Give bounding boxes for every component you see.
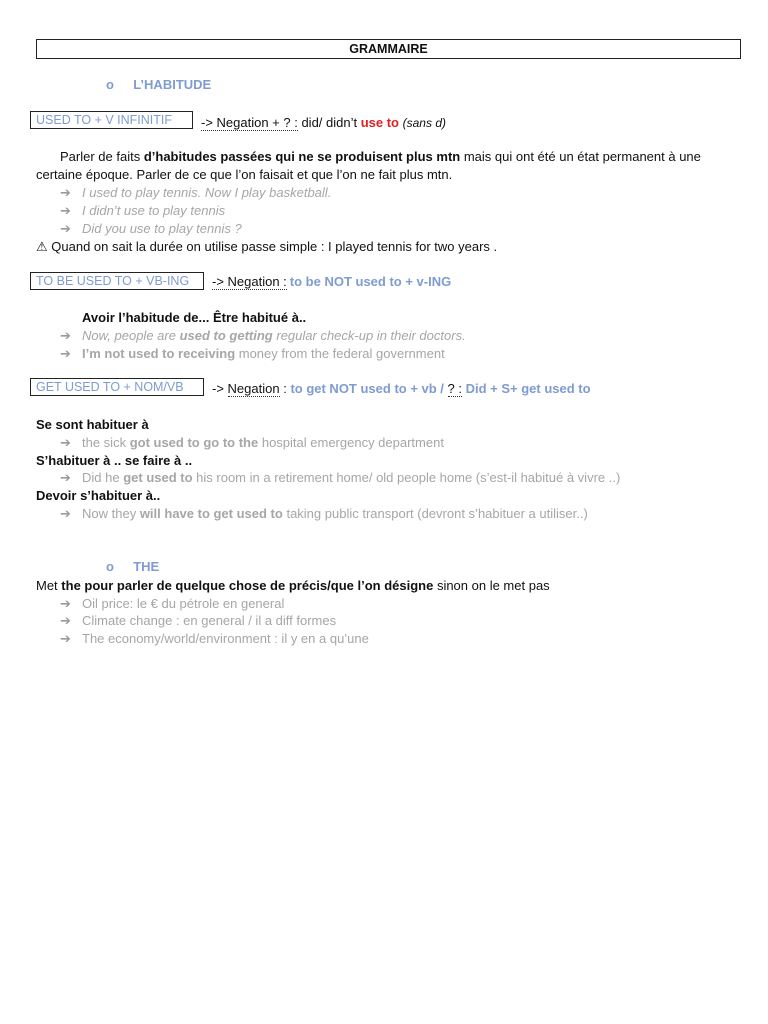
subheading-s-habituer: S’habituer à .. se faire à .. bbox=[36, 453, 193, 468]
rule-box-to-be-used-to: TO BE USED TO + VB-ING bbox=[30, 272, 204, 290]
negation-prefix: -> Negation : bbox=[212, 274, 287, 289]
paragraph-habitudes bbox=[36, 148, 726, 184]
subheading-devoir-s-habituer: Devoir s’habituer à.. bbox=[36, 488, 161, 503]
negation-line-1 bbox=[201, 114, 446, 132]
negation-blue: to be NOT used to + v-ING bbox=[289, 274, 452, 289]
example-text: hospital emergency department bbox=[258, 435, 444, 450]
warning-text: Quand on sait la durée on utilise passe simple : I played tennis for two years . bbox=[51, 239, 498, 254]
example-text: Now, people are bbox=[82, 328, 180, 343]
list-item bbox=[60, 612, 336, 629]
section-heading-the bbox=[106, 558, 159, 575]
warning-line bbox=[36, 238, 497, 255]
rule-box-get-used-to: GET USED TO + NOM/VB bbox=[30, 378, 204, 396]
list-item bbox=[60, 630, 369, 647]
list-item bbox=[60, 202, 225, 219]
list-item bbox=[60, 595, 284, 612]
para-bold: the pour parler de quelque chose de précis/que l’on désigne bbox=[61, 578, 434, 593]
rule-box-used-to: USED TO + V INFINITIF bbox=[30, 111, 193, 129]
arrow-icon: ➔ bbox=[60, 596, 71, 611]
example-bold: got used to go to the bbox=[129, 435, 259, 450]
subheading-se-sont-habituer: Se sont habituer à bbox=[36, 417, 149, 432]
negation-blue: to get NOT used to + vb / bbox=[290, 381, 448, 396]
example-text: Did he bbox=[82, 470, 124, 485]
negation-text: did/ didn’t bbox=[297, 115, 361, 130]
list-item bbox=[60, 327, 466, 344]
para-text: Met bbox=[36, 578, 62, 593]
arrow-icon: ➔ bbox=[60, 613, 71, 628]
subheading-avoir-habitude: Avoir l’habitude de... Être habitué à.. bbox=[82, 310, 307, 325]
example-bold: get used to bbox=[123, 470, 193, 485]
arrow-icon: ➔ bbox=[60, 470, 71, 485]
negation-red: use to bbox=[360, 115, 400, 130]
example-text: Now they bbox=[82, 506, 140, 521]
example-text: The economy/world/environment : il y en a qu’une bbox=[82, 631, 369, 646]
arrow-icon: ➔ bbox=[60, 506, 71, 521]
paragraph-the bbox=[36, 577, 550, 594]
example-text: I didn’t use to play tennis bbox=[82, 203, 226, 218]
arrow-icon: ➔ bbox=[60, 631, 71, 646]
negation-prefix: -> Negation + ? : bbox=[201, 115, 298, 130]
example-text: money from the federal government bbox=[235, 346, 445, 361]
example-text: I used to play tennis. Now I play basketball. bbox=[82, 185, 332, 200]
heading-text: THE bbox=[133, 559, 160, 574]
para-bold: d’habitudes passées qui ne se produisent plus mtn bbox=[143, 149, 461, 164]
negation-question: ? : bbox=[447, 381, 462, 396]
example-text: taking public transport (devront s’habituer a utiliser..) bbox=[282, 506, 588, 521]
arrow-icon: ➔ bbox=[60, 328, 71, 343]
bullet-marker: o bbox=[106, 559, 114, 574]
list-item bbox=[60, 469, 620, 486]
section-heading-habitude bbox=[106, 76, 211, 93]
para-text: sinon on le met pas bbox=[433, 578, 550, 593]
list-item bbox=[60, 220, 242, 237]
example-bold: will have to get used to bbox=[139, 506, 283, 521]
page-title: GRAMMAIRE bbox=[36, 39, 741, 59]
example-text: Did you use to play tennis ? bbox=[82, 221, 242, 236]
negation-blue: Did + S+ get used to bbox=[462, 381, 591, 396]
negation-word: Negation bbox=[227, 381, 280, 396]
negation-line-2 bbox=[212, 273, 451, 290]
arrow-icon: ➔ bbox=[60, 185, 71, 200]
list-item bbox=[60, 434, 444, 451]
example-bold: I’m not used to receiving bbox=[82, 346, 236, 361]
heading-text: L’HABITUDE bbox=[133, 77, 212, 92]
example-text: regular check-up in their doctors. bbox=[272, 328, 466, 343]
para-text: mais qui ont été un état permanent à une certaine époque. Parler de ce que l’on faisait et que l’on ne fait plus mtn. bbox=[36, 149, 701, 182]
arrow-icon: ➔ bbox=[60, 435, 71, 450]
arrow-icon: ➔ bbox=[60, 221, 71, 236]
example-text: Oil price: le € du pétrole en general bbox=[82, 596, 285, 611]
list-item bbox=[60, 184, 331, 201]
bullet-marker: o bbox=[106, 77, 114, 92]
example-text: Climate change : en general / il a diff formes bbox=[82, 613, 337, 628]
example-text: the sick bbox=[82, 435, 130, 450]
list-item bbox=[60, 345, 445, 362]
arrow-icon: ➔ bbox=[60, 203, 71, 218]
arrow-icon: ➔ bbox=[60, 346, 71, 361]
negation-line-3 bbox=[212, 380, 591, 397]
negation-note: (sans d) bbox=[402, 116, 446, 130]
example-text: his room in a retirement home/ old people home (s’est-il habitué à vivre ..) bbox=[192, 470, 621, 485]
list-item bbox=[60, 505, 588, 522]
para-text: Parler de faits bbox=[60, 149, 144, 164]
example-bold: used to getting bbox=[179, 328, 273, 343]
warning-icon: ⚠ bbox=[36, 239, 48, 254]
negation-prefix: -> bbox=[212, 381, 228, 396]
negation-colon: : bbox=[279, 381, 291, 396]
